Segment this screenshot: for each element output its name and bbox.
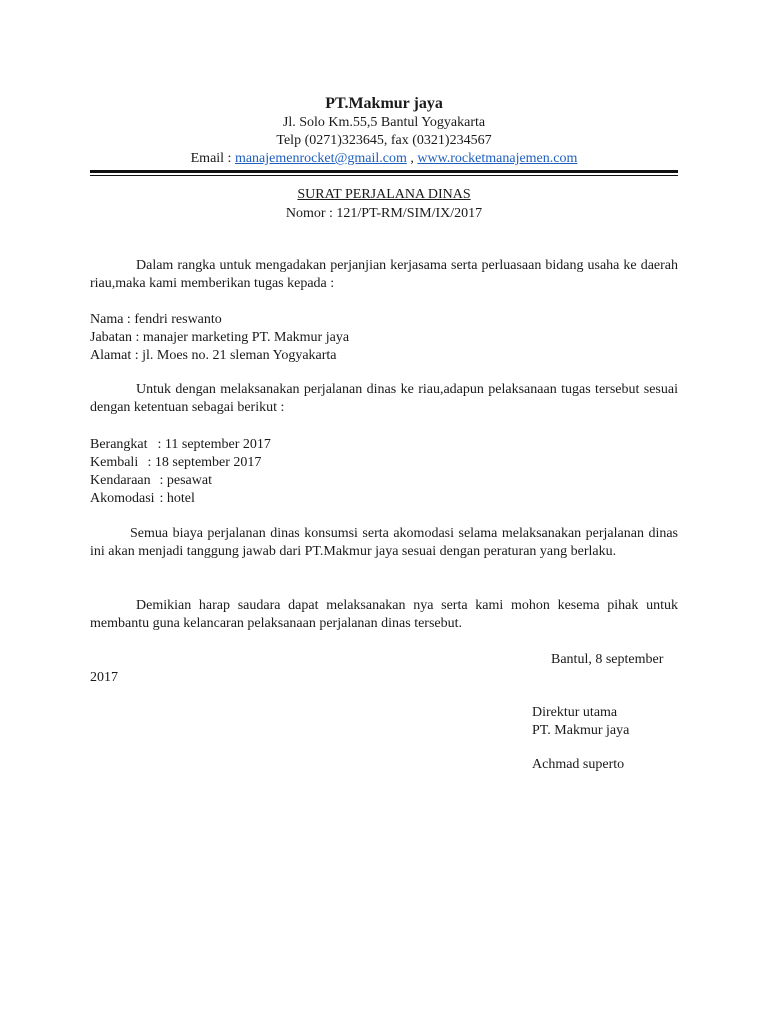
terms-text: Untuk dengan melaksanakan perjalanan dinas ke riau,adapun pelaksanaan tugas tersebut sesuai dengan ketentuan sebagai berikut : [90,382,678,415]
depart-label: Berangkat [90,437,148,452]
costs-paragraph [90,525,678,561]
assignee-details [90,311,678,365]
letterhead-divider-thin [90,175,678,176]
company-address: Jl. Solo Km.55,5 Bantul Yogyakarta [282,115,486,130]
signature-block [532,704,629,740]
trip-details [90,436,678,508]
email-link[interactable]: manajemenrocket@gmail.com [234,151,407,166]
lodging-label: Akomodasi [90,491,155,506]
lodging-row [90,490,678,508]
return-row [90,454,678,472]
intro-paragraph [90,257,678,293]
costs-text: Semua biaya perjalanan dinas konsumsi serta akomodasi selama melaksanakan perjalanan dinas ini akan menjadi tanggung jawab dari PT.Makmur jaya sesuai dengan peraturan yang berlaku. [90,526,678,559]
company-contact [0,150,768,168]
company-name: PT.Makmur jaya [325,95,443,112]
assignee-name: Nama : fendri reswanto [90,312,222,327]
assignee-address: Alamat : jl. Moes no. 21 sleman Yogyakarta [90,348,337,363]
vehicle-label: Kendaraan [90,473,151,488]
assignee-position: Jabatan : manajer marketing PT. Makmur jaya [90,330,350,345]
closing-text: Demikian harap saudara dapat melaksanakan nya serta kami mohon kesema pihak untuk membantu guna kelancaran pelaksanaan perjalanan dinas tersebut. [90,598,678,631]
signer-company: PT. Makmur jaya [532,723,630,738]
letter-title: SURAT PERJALANA DINAS [297,187,471,202]
letterhead-divider-thick [90,170,678,173]
letter-title-block [0,185,768,223]
terms-paragraph [90,381,678,417]
lodging-value: : hotel [156,491,195,506]
letter-date-year: 2017 [90,670,118,685]
return-label: Kembali [90,455,139,470]
return-value: : 18 september 2017 [144,455,262,470]
company-phone: Telp (0271)323645, fax (0321)234567 [276,133,492,148]
contact-separator: , [406,151,418,166]
signer-name: Achmad superto [532,757,625,772]
closing-paragraph [90,597,678,633]
letter-number: Nomor : 121/PT-RM/SIM/IX/2017 [285,206,483,221]
email-label: Email : [190,151,235,166]
letter-date-place: Bantul, 8 september [551,652,664,667]
signer-title: Direktur utama [532,705,618,720]
depart-value: : 11 september 2017 [154,437,271,452]
website-link[interactable]: www.rocketmanajemen.com [417,151,578,166]
depart-row [90,436,678,454]
vehicle-row [90,472,678,490]
intro-text: Dalam rangka untuk mengadakan perjanjian kerjasama serta perluasaan bidang usaha ke daerah riau,maka kami memberikan tugas kepada : [90,258,678,291]
letterhead [0,94,768,168]
vehicle-value: : pesawat [156,473,212,488]
